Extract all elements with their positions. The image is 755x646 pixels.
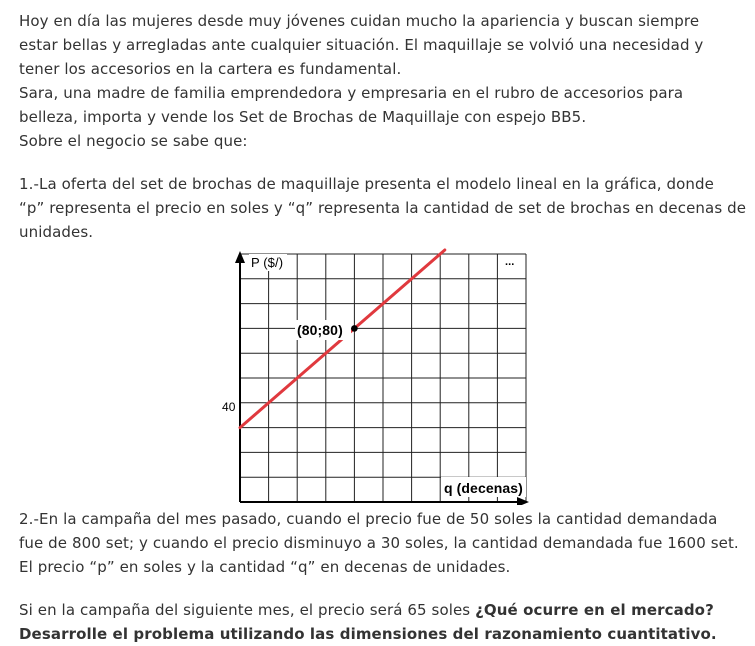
text-line: Sara, una madre de familia emprendedora y empresaria en el rubro de accesorios para xyxy=(19,84,684,102)
text-line: 1.-La oferta del set de brochas de maquillaje presenta el modelo lineal en la gráfica, donde xyxy=(19,175,714,193)
ellipsis-mark: ... xyxy=(505,256,515,268)
final-question-highlight: ¿Qué ocurre en el mercado? xyxy=(475,601,714,619)
text-line: fue de 800 set; y cuando el precio disminuyo a 30 soles, la cantidad demandada fue 1600 set. xyxy=(19,534,739,552)
text-line: 2.-En la campaña del mes pasado, cuando el precio fue de 50 soles la cantidad demandada xyxy=(19,510,718,528)
y-axis-arrow xyxy=(235,251,245,263)
point-label: (80;80) xyxy=(297,322,343,338)
final-instruction: Desarrolle el problema utilizando las dimensiones del razonamiento cuantitativo. xyxy=(19,625,717,643)
chart-grid xyxy=(240,254,526,502)
text-line: El precio “p” en soles y la cantidad “q” en decenas de unidades. xyxy=(19,558,511,576)
question-1-paragraph xyxy=(19,172,749,244)
intro-paragraph xyxy=(19,9,749,81)
text-line: Hoy en día las mujeres desde muy jóvenes cuidan mucho la apariencia y buscan siempre xyxy=(19,12,700,30)
x-axis-arrow xyxy=(517,497,529,505)
y-intercept-label: 40 xyxy=(222,400,236,414)
text-line: estar bellas y arregladas ante cualquier situación. El maquillaje se volvió una necesidad y xyxy=(19,36,704,54)
context-paragraph xyxy=(19,81,749,153)
x-axis-label: q (decenas) xyxy=(444,480,523,496)
question-2-paragraph xyxy=(19,507,749,579)
y-axis-label: P ($/) xyxy=(251,255,284,270)
text-line: “p” representa el precio en soles y “q” representa la cantidad de set de brochas en decenas de xyxy=(19,199,747,217)
text-line: unidades. xyxy=(19,223,94,241)
final-question-text: Si en la campaña del siguiente mes, el precio será 65 soles xyxy=(19,601,476,619)
supply-line-chart xyxy=(218,247,533,505)
final-question-paragraph xyxy=(19,598,749,646)
text-line: tener los accesorios en la cartera es fundamental. xyxy=(19,60,402,78)
data-point-80-80 xyxy=(351,325,358,332)
text-line: Sobre el negocio se sabe que: xyxy=(19,132,248,150)
text-line xyxy=(19,598,749,622)
text-line: belleza, importa y vende los Set de Brochas de Maquillaje con espejo BB5. xyxy=(19,108,587,126)
